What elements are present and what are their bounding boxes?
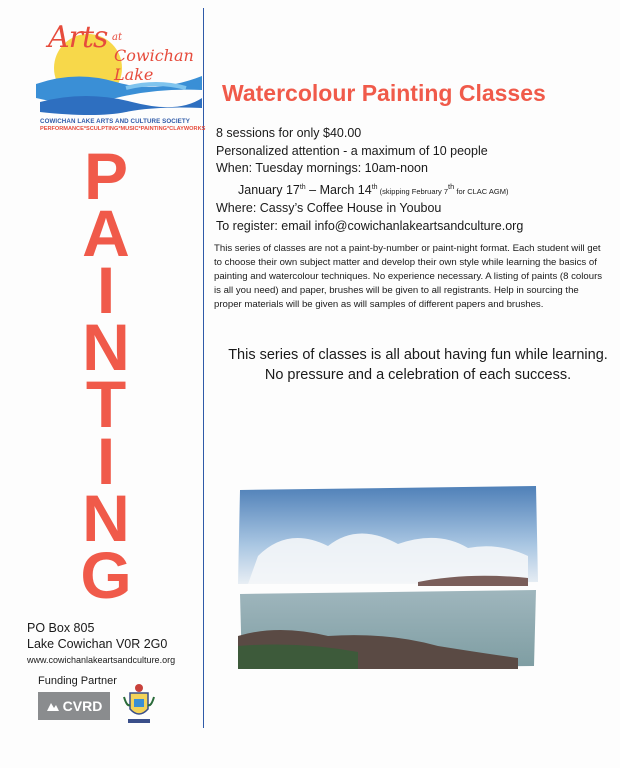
vertical-letter: T	[85, 367, 127, 441]
cvrd-text: CVRD	[62, 698, 103, 714]
sessions-line: 8 sessions for only $40.00	[216, 126, 362, 140]
dates-end-sup: th	[371, 183, 378, 191]
description-paragraph: This series of classes are not a paint-by-number or paint-night format. Each student will get to choose their own subject matter and develop their own style while learning the basics of painting and watercolour techniques. No experience necessary. A listing of paints (8 colours is all you need) and paper, brushes will be given to all registrants. Help in sourcing the proper materials will be given as will samples of different papers and brushes.	[214, 243, 603, 310]
vertical-letter: G	[80, 538, 132, 612]
attention-line: Personalized attention - a maximum of 10 people	[216, 143, 488, 158]
contact-block	[27, 620, 175, 668]
po-box: PO Box 805	[27, 621, 95, 635]
dates-end: – March 14	[305, 182, 372, 197]
logo-disciplines-text: PERFORMANCE*SCULPTING*MUSIC*PAINTING*CLAYWORKS	[40, 126, 206, 132]
vertical-letter: I	[96, 253, 116, 327]
class-details	[216, 125, 523, 235]
vertical-letter: N	[82, 481, 130, 555]
arts-logo	[36, 18, 206, 138]
dates-note-sup: th	[448, 181, 455, 191]
vertical-letter: N	[82, 310, 130, 384]
funding-label: Funding Partner	[38, 675, 117, 687]
dates-note: (skipping February 7	[377, 186, 449, 196]
cvrd-mark-icon	[46, 699, 60, 713]
city-postal: Lake Cowichan V0R 2G0	[27, 637, 168, 651]
register-line: To register: email info@cowichanlakeartsandculture.org	[216, 218, 524, 233]
logo-society-text: COWICHAN LAKE ARTS AND CULTURE SOCIETY	[40, 118, 191, 125]
watercolour-painting-image	[238, 486, 538, 669]
dates-line	[216, 178, 523, 201]
vertical-painting-word	[66, 139, 146, 612]
website-link[interactable]: www.cowichanlakeartsandculture.org	[27, 655, 176, 665]
logo-cowichan-text: Cowichan Lake	[114, 46, 194, 84]
column-divider	[203, 8, 204, 728]
logo-at-text: at	[112, 32, 122, 43]
page-title: Watercolour Painting Classes	[222, 80, 546, 106]
cvrd-logo	[38, 692, 110, 720]
when-line: When: Tuesday mornings: 10am-noon	[216, 161, 428, 175]
dates-start-sup: th	[299, 183, 306, 191]
vertical-letter: A	[82, 196, 130, 270]
where-line: Where: Cassy’s Coffee House in Youbou	[216, 201, 442, 216]
vertical-letter: I	[96, 424, 116, 498]
tagline: This series of classes is all about having fun while learning. No pressure and a celebration of each success.	[228, 347, 608, 383]
logo-arts-text: Arts	[48, 20, 108, 55]
dates-note-end: for CLAC AGM)	[454, 186, 509, 196]
dates-start: January 17	[238, 182, 300, 197]
vertical-letter: P	[83, 139, 129, 213]
crest-icon	[122, 683, 156, 725]
